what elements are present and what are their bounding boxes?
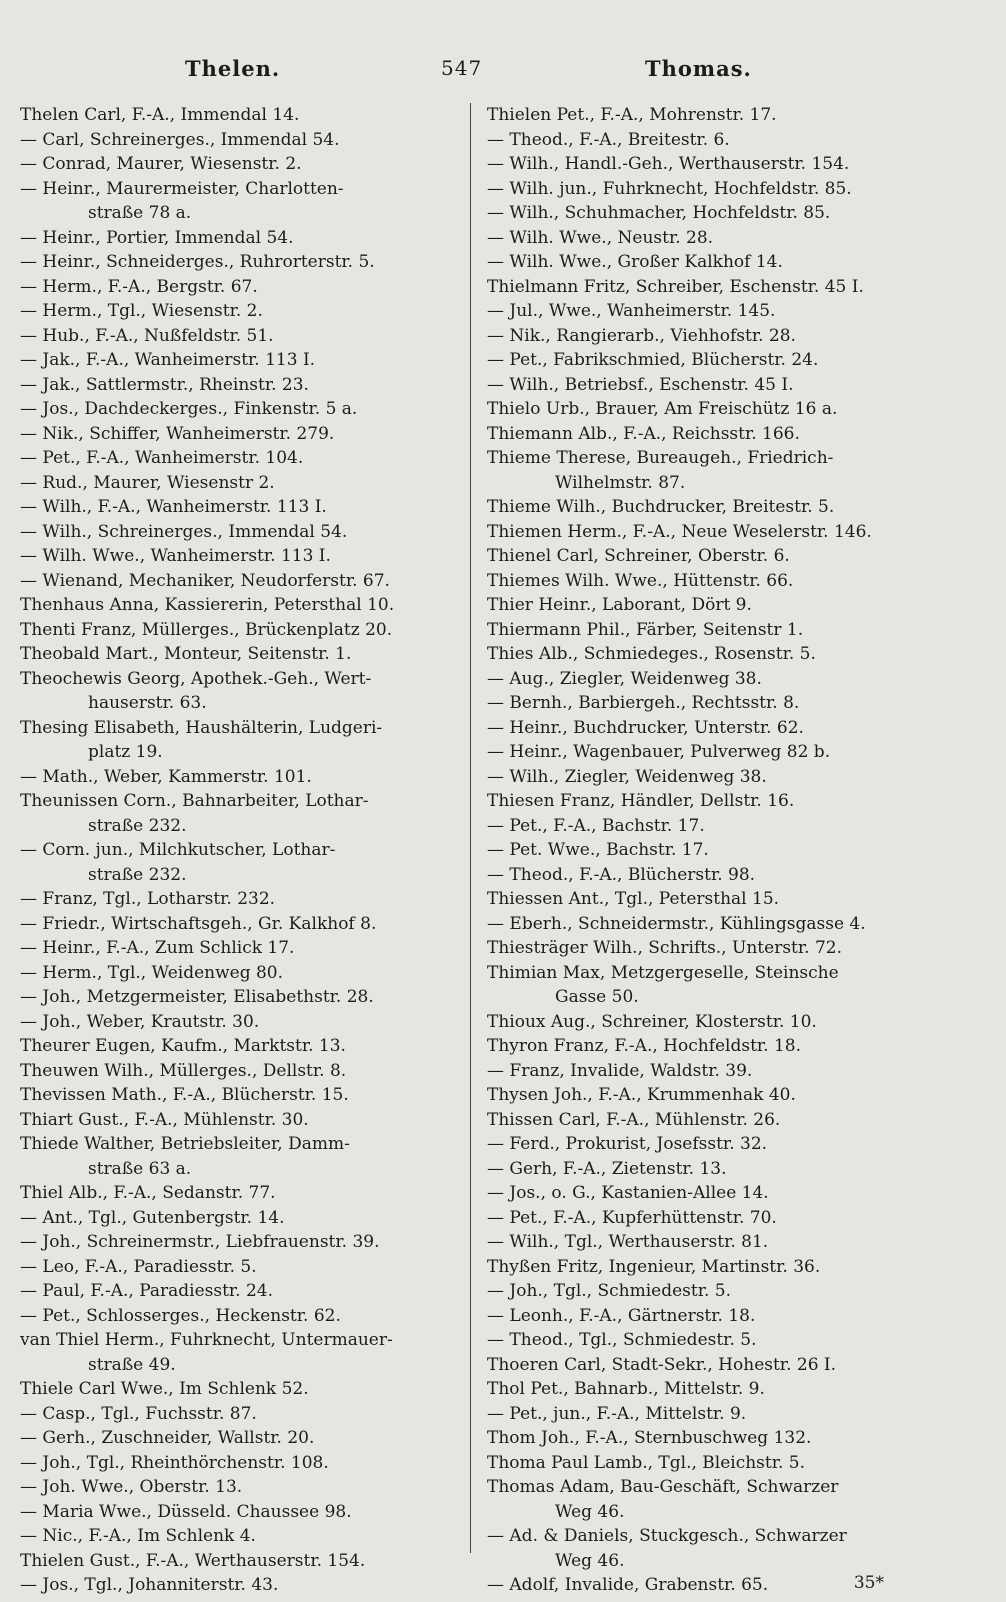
directory-entry: — Carl, Schreinerges., Immendal 54. xyxy=(20,129,340,150)
directory-entry: Thelen Carl, F.-A., Immendal 14. xyxy=(20,105,300,125)
directory-entry: Thier Heinr., Laborant, Dört 9. xyxy=(487,595,752,615)
directory-entry: — Nik., Rangierarb., Viehhofstr. 28. xyxy=(487,325,796,346)
directory-entry: — Aug., Ziegler, Weidenweg 38. xyxy=(487,668,762,689)
directory-entry: — Leonh., F.-A., Gärtnerstr. 18. xyxy=(487,1305,756,1326)
directory-entry: Thesing Elisabeth, Haushälterin, Ludgeri- xyxy=(20,717,383,738)
directory-entry: — Ferd., Prokurist, Josefsstr. 32. xyxy=(487,1134,768,1154)
directory-entry: van Thiel Herm., Fuhrknecht, Untermauer- xyxy=(20,1330,393,1350)
directory-entry: Theuwen Wilh., Müllerges., Dellstr. 8. xyxy=(20,1060,347,1081)
directory-entry: Thielo Urb., Brauer, Am Freischütz 16 a. xyxy=(487,399,838,419)
directory-entry: Thevissen Math., F.-A., Blücherstr. 15. xyxy=(20,1085,349,1105)
directory-entry: Thieme Wilh., Buchdrucker, Breitestr. 5. xyxy=(487,497,835,517)
directory-entry: Thom Joh., F.-A., Sternbuschweg 132. xyxy=(487,1428,812,1448)
directory-entry: — Pet., F.-A., Wanheimerstr. 104. xyxy=(20,448,304,468)
directory-entry: — Wilh. Wwe., Großer Kalkhof 14. xyxy=(487,252,783,272)
directory-entry: — Franz, Invalide, Waldstr. 39. xyxy=(487,1060,753,1081)
directory-entry: Thoma Paul Lamb., Tgl., Bleichstr. 5. xyxy=(487,1452,806,1473)
directory-entry: — Heinr., Maurermeister, Charlotten- xyxy=(20,178,344,199)
directory-entry: Thysen Joh., F.-A., Krummenhak 40. xyxy=(487,1085,796,1105)
directory-entry: — Joh. Wwe., Oberstr. 13. xyxy=(20,1477,243,1497)
directory-entry: — Wilh., Tgl., Werthauserstr. 81. xyxy=(487,1232,769,1252)
directory-entry: — Theod., F.-A., Blücherstr. 98. xyxy=(487,864,756,885)
directory-entry: — Paul, F.-A., Paradiesstr. 24. xyxy=(20,1281,274,1301)
directory-entry: — Jul., Wwe., Wanheimerstr. 145. xyxy=(487,301,776,321)
running-head-left: Thelen. xyxy=(185,56,281,81)
directory-entry: Thiesträger Wilh., Schrifts., Unterstr. 72. xyxy=(487,938,842,958)
directory-entry: Thimian Max, Metzgergeselle, Steinsche xyxy=(487,962,839,983)
right-column xyxy=(487,103,942,1598)
directory-entry: Thomas Adam, Bau-Geschäft, Schwarzer xyxy=(487,1477,839,1497)
running-head-right: Thomas. xyxy=(645,56,752,81)
directory-entry: — Adolf, Invalide, Grabenstr. 65. xyxy=(487,1575,769,1595)
directory-entry: — Wienand, Mechaniker, Neudorferstr. 67. xyxy=(20,570,390,591)
directory-entry: — Rud., Maurer, Wiesenstr 2. xyxy=(20,472,275,493)
directory-entry: Thyron Franz, F.-A., Hochfeldstr. 18. xyxy=(487,1036,802,1056)
directory-entry: Thenhaus Anna, Kassiererin, Petersthal 10. xyxy=(20,595,395,615)
entry-continuation: straße 49. xyxy=(88,1354,176,1375)
entry-continuation: straße 78 a. xyxy=(88,203,192,223)
directory-entry: Thioux Aug., Schreiner, Klosterstr. 10. xyxy=(487,1011,817,1032)
directory-entry: Theochewis Georg, Apothek.-Geh., Wert- xyxy=(20,668,372,689)
directory-entry: — Jak., F.-A., Wanheimerstr. 113 I. xyxy=(20,350,316,370)
directory-entry: — Pet., jun., F.-A., Mittelstr. 9. xyxy=(487,1403,747,1424)
directory-entry: — Herm., Tgl., Wiesenstr. 2. xyxy=(20,301,263,321)
directory-entry: — Casp., Tgl., Fuchsstr. 87. xyxy=(20,1403,257,1424)
directory-entry: — Gerh., Zuschneider, Wallstr. 20. xyxy=(20,1428,315,1448)
entry-continuation: platz 19. xyxy=(88,742,163,762)
directory-entry: Thielen Pet., F.-A., Mohrenstr. 17. xyxy=(487,105,777,125)
directory-entry: Thol Pet., Bahnarb., Mittelstr. 9. xyxy=(487,1379,765,1399)
directory-entry: — Wilh., Betriebsf., Eschenstr. 45 I. xyxy=(487,374,794,395)
directory-entry: — Heinr., Schneiderges., Ruhrorterstr. 5. xyxy=(20,252,375,272)
directory-entry: — Wilh., Handl.-Geh., Werthauserstr. 154. xyxy=(487,154,850,174)
directory-entry: — Heinr., Wagenbauer, Pulverweg 82 b. xyxy=(487,742,831,762)
entry-continuation: straße 232. xyxy=(88,864,187,885)
directory-entry: — Wilh. Wwe., Wanheimerstr. 113 I. xyxy=(20,546,331,566)
directory-entry: — Jos., Tgl., Johanniterstr. 43. xyxy=(20,1575,279,1595)
entry-continuation: Wilhelmstr. 87. xyxy=(555,472,686,493)
directory-entry: — Pet., Schlosserges., Heckenstr. 62. xyxy=(20,1305,341,1326)
left-column xyxy=(20,103,475,1598)
directory-entry: — Wilh., Schreinerges., Immendal 54. xyxy=(20,521,348,542)
directory-entry: — Franz, Tgl., Lotharstr. 232. xyxy=(20,889,276,909)
directory-entry: — Wilh., F.-A., Wanheimerstr. 113 I. xyxy=(20,497,327,517)
directory-entry: — Hub., F.-A., Nußfeldstr. 51. xyxy=(20,325,274,346)
directory-entry: — Herm., F.-A., Bergstr. 67. xyxy=(20,276,258,297)
directory-entry: — Leo, F.-A., Paradiesstr. 5. xyxy=(20,1256,257,1277)
directory-entry: — Pet., Fabrikschmied, Blücherstr. 24. xyxy=(487,350,819,370)
directory-entry: Thyßen Fritz, Ingenieur, Martinstr. 36. xyxy=(487,1256,821,1277)
directory-entry: Thiemes Wilh. Wwe., Hüttenstr. 66. xyxy=(487,570,794,591)
entry-continuation: Gasse 50. xyxy=(555,987,639,1007)
entry-continuation: straße 232. xyxy=(88,815,187,836)
directory-entry: Thiele Carl Wwe., Im Schlenk 52. xyxy=(20,1379,309,1399)
directory-entry: — Friedr., Wirtschaftsgeh., Gr. Kalkhof 8. xyxy=(20,913,377,934)
column-divider xyxy=(470,103,471,1553)
directory-entry: Thiel Alb., F.-A., Sedanstr. 77. xyxy=(20,1183,276,1203)
directory-entry: Thieme Therese, Bureaugeh., Friedrich- xyxy=(487,448,834,468)
page-number: 547 xyxy=(441,56,483,80)
directory-entry: — Heinr., Buchdrucker, Unterstr. 62. xyxy=(487,717,804,738)
directory-entry: Thiemen Herm., F.-A., Neue Weselerstr. 146. xyxy=(487,521,872,542)
directory-entry: — Heinr., Portier, Immendal 54. xyxy=(20,227,294,248)
directory-entry: — Pet. Wwe., Bachstr. 17. xyxy=(487,840,709,860)
directory-entry: Thoeren Carl, Stadt-Sekr., Hohestr. 26 I. xyxy=(487,1354,837,1375)
directory-entry: Thiesen Franz, Händler, Dellstr. 16. xyxy=(487,791,795,811)
directory-entry: Thienel Carl, Schreiner, Oberstr. 6. xyxy=(487,546,790,566)
directory-entry: Thiede Walther, Betriebsleiter, Damm- xyxy=(20,1134,350,1154)
directory-entry: — Pet., F.-A., Bachstr. 17. xyxy=(487,815,705,836)
directory-entry: — Nik., Schiffer, Wanheimerstr. 279. xyxy=(20,423,335,444)
signature-mark: 35* xyxy=(853,1573,884,1593)
directory-entry: — Theod., F.-A., Breitestr. 6. xyxy=(487,129,730,150)
directory-entry: — Conrad, Maurer, Wiesenstr. 2. xyxy=(20,154,302,174)
directory-entry: — Ant., Tgl., Gutenbergstr. 14. xyxy=(20,1207,285,1228)
directory-entry: Thenti Franz, Müllerges., Brückenplatz 20. xyxy=(20,619,393,640)
directory-entry: — Joh., Weber, Krautstr. 30. xyxy=(20,1011,260,1032)
directory-entry: Theunissen Corn., Bahnarbeiter, Lothar- xyxy=(20,791,369,811)
directory-entry: Theurer Eugen, Kaufm., Marktstr. 13. xyxy=(20,1036,346,1056)
entry-continuation: Weg 46. xyxy=(555,1550,625,1571)
directory-entry: — Theod., Tgl., Schmiedestr. 5. xyxy=(487,1330,757,1350)
directory-entry: — Maria Wwe., Düsseld. Chaussee 98. xyxy=(20,1501,352,1522)
directory-entry: Thiart Gust., F.-A., Mühlenstr. 30. xyxy=(20,1109,309,1130)
directory-entry: — Joh., Metzgermeister, Elisabethstr. 28. xyxy=(20,987,374,1007)
directory-entry: — Pet., F.-A., Kupferhüttenstr. 70. xyxy=(487,1207,777,1228)
directory-entry: Thiemann Alb., F.-A., Reichsstr. 166. xyxy=(487,423,800,444)
directory-entry: — Jak., Sattlermstr., Rheinstr. 23. xyxy=(20,374,309,395)
directory-entry: — Wilh. jun., Fuhrknecht, Hochfeldstr. 85. xyxy=(487,178,852,199)
directory-entry: Thiermann Phil., Färber, Seitenstr 1. xyxy=(487,619,804,640)
directory-entry: Theobald Mart., Monteur, Seitenstr. 1. xyxy=(20,644,352,664)
directory-entry: — Joh., Tgl., Rheinthörchenstr. 108. xyxy=(20,1452,329,1473)
directory-entry: — Wilh., Ziegler, Weidenweg 38. xyxy=(487,766,767,787)
directory-entry: — Wilh., Schuhmacher, Hochfeldstr. 85. xyxy=(487,203,831,223)
directory-entry: — Herm., Tgl., Weidenweg 80. xyxy=(20,962,284,983)
directory-entry: — Jos., o. G., Kastanien-Allee 14. xyxy=(487,1183,769,1203)
directory-entry: — Jos., Dachdeckerges., Finkenstr. 5 a. xyxy=(20,399,358,419)
directory-entry: Thissen Carl, F.-A., Mühlenstr. 26. xyxy=(487,1109,781,1130)
entry-continuation: straße 63 a. xyxy=(88,1158,192,1179)
entry-continuation: hauserstr. 63. xyxy=(88,693,207,713)
directory-entry: — Gerh, F.-A., Zietenstr. 13. xyxy=(487,1158,727,1179)
directory-entry: — Eberh., Schneidermstr., Kühlingsgasse 4. xyxy=(487,913,866,934)
directory-entry: Thielen Gust., F.-A., Werthauserstr. 154. xyxy=(20,1550,366,1571)
directory-entry: Thiessen Ant., Tgl., Petersthal 15. xyxy=(487,889,780,909)
directory-entry: — Ad. & Daniels, Stuckgesch., Schwarzer xyxy=(487,1526,847,1546)
directory-entry: — Joh., Schreinermstr., Liebfrauenstr. 39. xyxy=(20,1232,380,1252)
directory-entry: — Nic., F.-A., Im Schlenk 4. xyxy=(20,1526,256,1546)
entry-continuation: Weg 46. xyxy=(555,1501,625,1522)
directory-entry: — Wilh. Wwe., Neustr. 28. xyxy=(487,227,714,248)
directory-entry: Thies Alb., Schmiedeges., Rosenstr. 5. xyxy=(487,644,816,664)
directory-entry: — Math., Weber, Kammerstr. 101. xyxy=(20,766,312,787)
directory-entry: — Heinr., F.-A., Zum Schlick 17. xyxy=(20,938,295,958)
directory-entry: — Bernh., Barbiergeh., Rechtsstr. 8. xyxy=(487,693,800,713)
directory-entry: — Corn. jun., Milchkutscher, Lothar- xyxy=(20,840,336,860)
directory-entry: Thielmann Fritz, Schreiber, Eschenstr. 45 I. xyxy=(487,276,864,297)
directory-entry: — Joh., Tgl., Schmiedestr. 5. xyxy=(487,1281,732,1301)
